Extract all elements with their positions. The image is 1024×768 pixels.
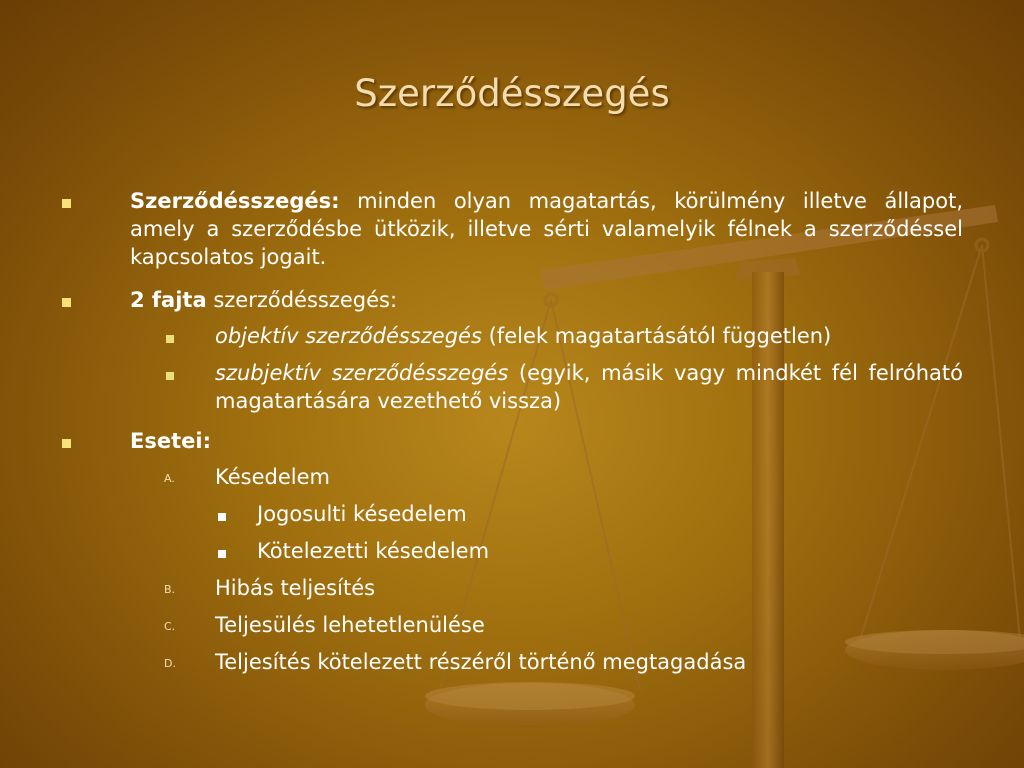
case-letter: B.: [164, 583, 176, 596]
case-item: Teljesülés lehetetlenülése: [215, 613, 485, 637]
bullet-square-icon: [62, 439, 71, 448]
case-letter: A.: [164, 472, 175, 485]
slide-title: Szerződésszegés: [354, 72, 670, 115]
bullet-square-icon: [218, 550, 226, 558]
types-bold: 2 fajta: [130, 288, 207, 312]
subjective-rest: (egyik, másik vagy mindkét fél felróható magatartására vezethető vissza): [215, 361, 963, 413]
objective-term: objektív szerződésszegés: [215, 324, 482, 348]
case-letter: C.: [164, 620, 176, 633]
objective-rest: (felek magatartásától független): [488, 324, 832, 348]
definition-text: minden olyan magatartás, körülmény illetve állapot, amely a szerződésbe ütközik, illetve sérti valamelyik félnek a szerződéssel kapcsolatos jogait.: [130, 189, 963, 269]
types-rest: szerződésszegés:: [213, 288, 398, 312]
delay-sub-item: Jogosulti késedelem: [257, 502, 467, 526]
types-heading: [130, 286, 963, 314]
bullet-square-icon: [62, 298, 71, 307]
case-item: Késedelem: [215, 465, 330, 489]
case-letter: D.: [164, 657, 176, 670]
subjective-term: szubjektív szerződésszegés: [215, 361, 509, 385]
definition-term: Szerződésszegés:: [130, 189, 340, 213]
subjective-item: [215, 359, 963, 415]
definition-paragraph: [130, 187, 963, 271]
case-item: Hibás teljesítés: [215, 576, 376, 600]
bullet-square-icon: [166, 372, 174, 380]
bullet-square-icon: [218, 513, 226, 521]
case-item: Teljesítés kötelezett részéről történő megtagadása: [215, 650, 747, 674]
bullet-square-icon: [62, 199, 71, 208]
delay-sub-item: Kötelezetti késedelem: [257, 539, 490, 563]
objective-item: [215, 322, 963, 350]
bullet-square-icon: [166, 335, 174, 343]
cases-heading: Esetei:: [130, 429, 211, 453]
